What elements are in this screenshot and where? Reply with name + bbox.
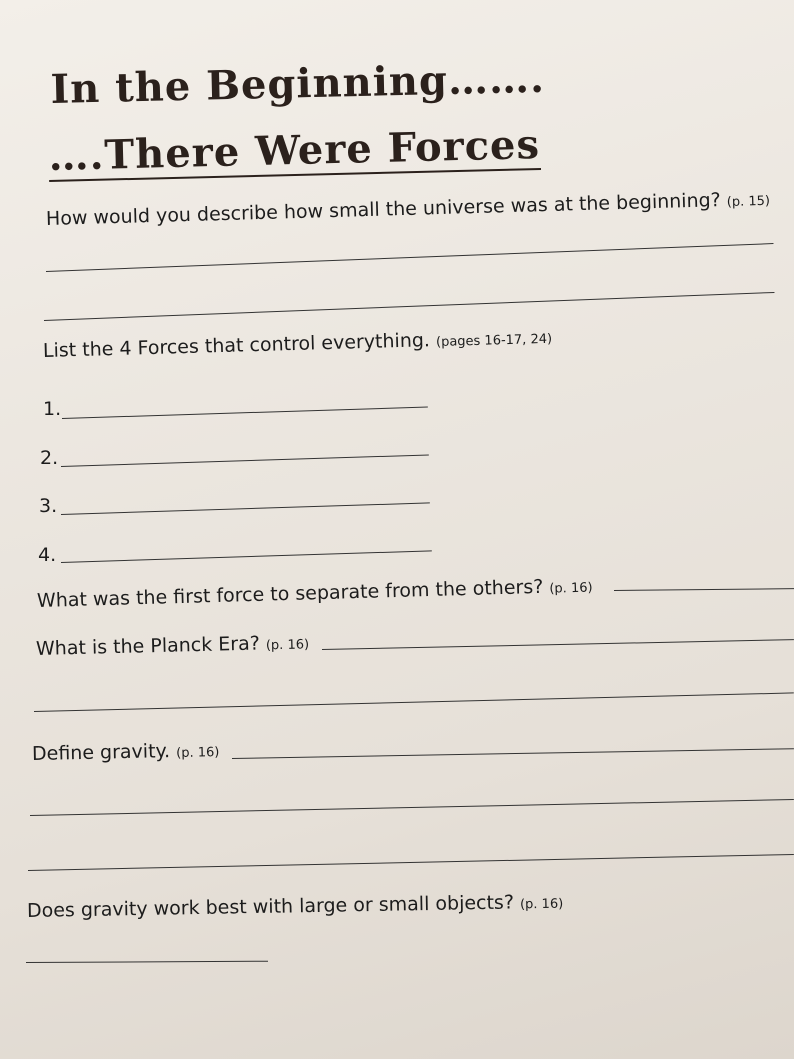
answer-line-1a[interactable] — [46, 243, 774, 272]
page-title-line-1: In the Beginning……. — [50, 54, 546, 113]
answer-line-5b[interactable] — [30, 799, 794, 816]
list-answer-line-1[interactable] — [62, 407, 428, 419]
question-6-ref: (p. 16) — [519, 896, 564, 913]
answer-line-4a[interactable] — [322, 639, 794, 650]
answer-line-3[interactable] — [614, 588, 794, 591]
answer-line-1b[interactable] — [44, 292, 774, 321]
question-6 — [27, 891, 564, 922]
question-4-text: What is the Planck Era? — [35, 632, 261, 660]
question-6-text: Does gravity work best with large or small objects? — [26, 891, 515, 922]
list-number-2: 2. — [40, 447, 59, 469]
question-3-ref: (p. 16) — [549, 580, 593, 597]
question-3-text: What was the first force to separate from the others? — [36, 575, 544, 612]
question-4-ref: (p. 16) — [265, 637, 310, 654]
page-title-line-2: ….There Were Forces — [47, 120, 541, 180]
list-number-4: 4. — [38, 544, 57, 566]
answer-line-4b[interactable] — [34, 692, 794, 712]
question-1-text: How would you describe how small the universe was at the beginning? — [45, 189, 722, 230]
list-number-3: 3. — [39, 495, 58, 517]
list-answer-line-3[interactable] — [61, 502, 430, 515]
question-3 — [37, 574, 593, 612]
answer-line-5c[interactable] — [28, 854, 794, 871]
question-4 — [36, 631, 310, 660]
list-number-1: 1. — [43, 398, 62, 420]
question-1 — [46, 188, 771, 230]
question-5-ref: (p. 16) — [176, 745, 220, 761]
question-2-text: List the 4 Forces that control everything. — [42, 329, 431, 362]
question-2-ref: (pages 16-17, 24) — [435, 331, 553, 351]
list-answer-line-4[interactable] — [61, 550, 432, 563]
question-5 — [32, 739, 220, 765]
answer-line-6[interactable] — [26, 961, 268, 963]
list-answer-line-2[interactable] — [61, 454, 429, 467]
question-2 — [43, 326, 553, 362]
question-1-ref: (p. 15) — [726, 193, 771, 210]
answer-line-5a[interactable] — [232, 748, 794, 759]
question-5-text: Define gravity. — [31, 740, 171, 765]
